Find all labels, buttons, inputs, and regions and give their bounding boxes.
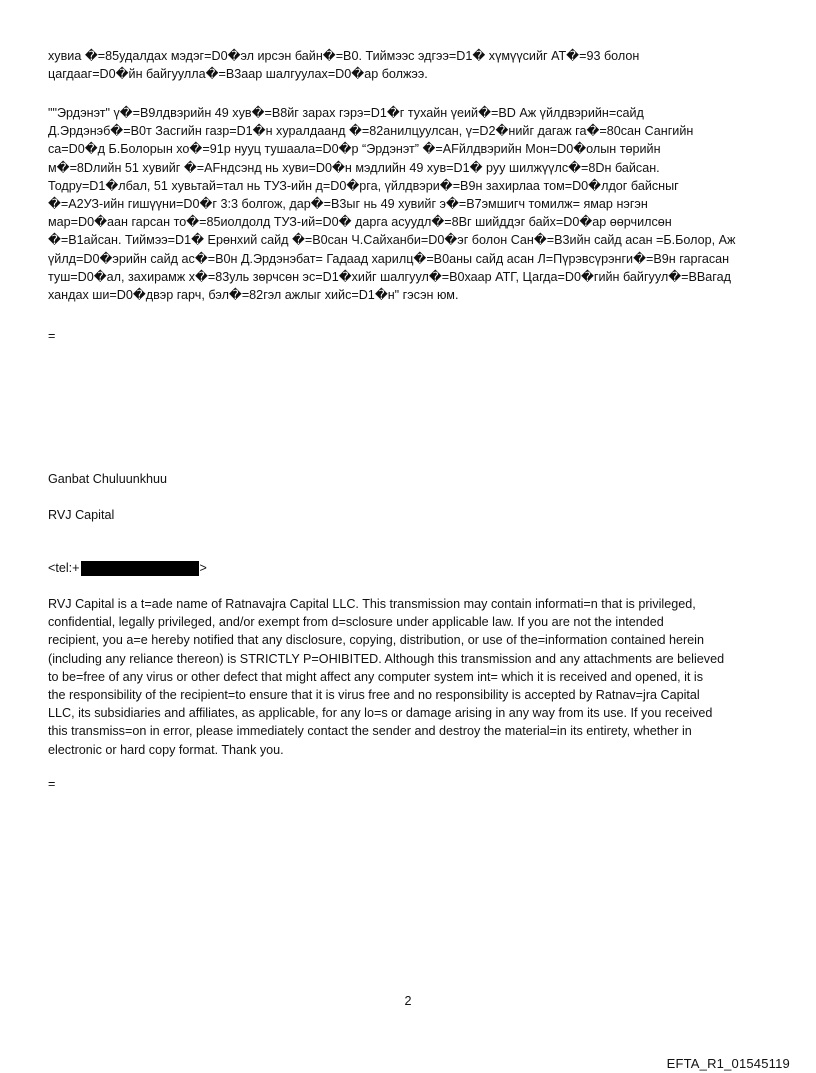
sender-name: Ganbat Chuluunkhuu [48,472,168,486]
text-line: цагдааг=D0�йн байгууллa�=B3аар шалгуулах=D0�ар болжээ. [48,67,428,82]
paragraph-mongolian-quote [48,104,735,304]
text-line: the responsibility of the recipient=to ensure that it is virus free and no responsibility is accepted by Ratnav=jra Capital [48,688,700,703]
tel-suffix: > [199,561,207,575]
paragraph-mongolian-intro [48,47,639,83]
redaction-bar [81,561,199,576]
text-line: хандах ши=D0�двэр гарч, бэл�=82гэл ажлыг хийс=D1�н" гэсэн юм. [48,288,459,303]
text-line: to be=free of any virus or other defect that might affect any computer system int= which it is received and opened, it is [48,669,703,684]
text-line: үйлд=D0�эрийн сайд ас�=B0н Д.Эрдэнэбат= Гадаад харилц�=B0аны сайд асан Л=Пүрэвсүрэнги�=B9н гаргасан [48,251,730,266]
text-line: �=B1айсан. Тиймээ=D1� Ерөнхий сайд �=B0сан Ч.Сайханби=D0�эг болон Сан�=B3ийн сайд асан =Б.Болор, Аж [48,233,736,248]
text-line: �=A2УЗ-ийн гишүүни=D0�г 3:3 болгож, дар�=B3ыг нь 49 хувийг э�=B7эмшигч томилж= ямар нэгэн [48,197,648,212]
page-number: 2 [404,994,412,1008]
text-line: Д.Эрдэнэб�=B0т Засгийн газр=D1�н хуралдаанд �=82анилцуулсан, ү=D2�нийг дагаж га�=80сан Сангийн [48,124,694,139]
text-line: (including any reliance thereon) is STRICTLY P=OHIBITED. Although this transmission and any attachments are believed [48,651,725,666]
telephone-line [48,559,207,577]
separator-equals: = [48,329,56,343]
text-line: м�=8Dлийн 51 хувийг �=AFндсэнд нь хуви=D0�н мэдлийн 49 хув=D1� руу шилжүүлс�=8Dн байсан. [48,160,660,175]
legal-disclaimer [48,595,724,759]
text-line: this transmiss=on in error, please immediately contact the sender and destroy the material=in its entirety, whether in [48,724,692,739]
text-line: са=D0�д Б.Болорын хо�=91р нууц тушаала=D0�р “Эрдэнэт” �=AFйлдвэрийн Мон=D0�олын төрийн [48,142,661,157]
text-line: recipient, you a=e hereby notified that any disclosure, copying, distribution, or use of the=information contained herein [48,633,704,648]
text-line: electronic or hard copy format. Thank you. [48,742,284,757]
text-line: хувиа �=85удалдах мэдэг=D0�эл ирсэн байн�=B0. Тиймээс эдгээ=D1� хүмүүсийг АТ�=93 болон [48,49,640,63]
sender-company: RVJ Capital [48,508,115,522]
text-line: LLC, its subsidiaries and affiliates, as applicable, for any lo=s or damage arising in any way from its use. If you received [48,706,713,721]
text-line: Тодру=D1�лбал, 51 хувьтай=тал нь ТУЗ-ийн д=D0�рга, үйлдвэри�=B9н захирлаа том=D0�лдог байсныг [48,178,679,193]
text-line: RVJ Capital is a t=ade name of Ratnavajra Capital LLC. This transmission may contain informati=n that is privileged, [48,597,696,611]
tel-prefix: <tel:+ [48,561,80,575]
text-line: туш=D0�ал, захирамж х�=83уль зөрчсөн эс=D1�хийг шалгуул�=B0хаар АТГ, Цагда=D0�гийн байгуул�=BBагад [48,269,731,284]
text-line: confidential, legally privileged, and/or exempt from d=sclosure under applicable law. If you are not the intended [48,615,664,630]
separator-equals: = [48,777,56,791]
text-line: ""Эрдэнэт" ү�=B9лдвэрийн 49 хув�=B8йг зарах гэрэ=D1�г тухайн үеий�=BD Аж үйлдвэрийн=сайд [48,106,644,120]
text-line: мар=D0�аан гарсан то�=85иолдолд ТУЗ-ий=D0� дарга асуудл�=8Bг шийддэг байх=D0�ар өөрчилсөн [48,215,672,230]
bates-number: EFTA_R1_01545119 [666,1056,790,1071]
